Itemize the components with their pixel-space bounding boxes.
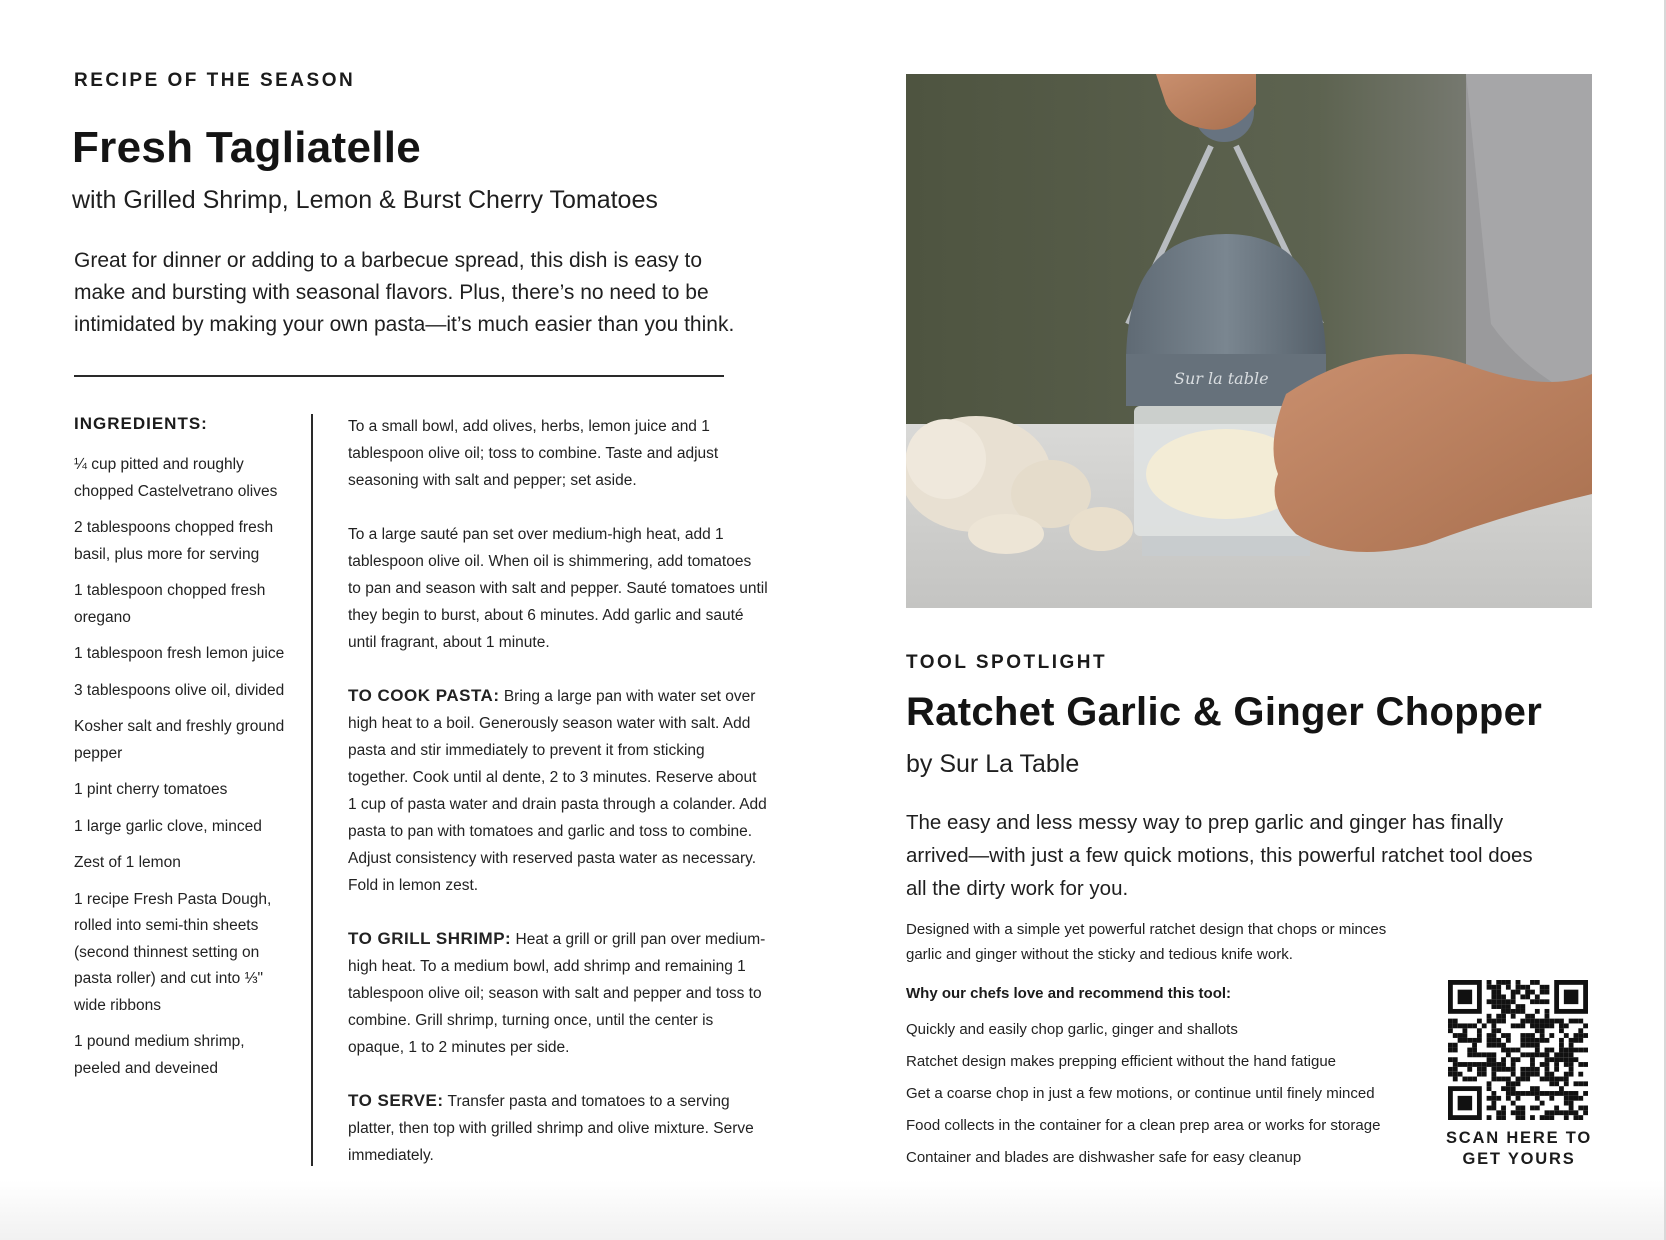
column-divider xyxy=(311,414,313,1166)
step-text: Heat a grill or grill pan over medium-high heat. To a medium bowl, add shrimp and remaining 1 tablespoon olive oil; season with salt and pepper and toss to combine. Grill shrimp, turning once, until the center is opaque, 1 to 2 minutes per side. xyxy=(348,931,766,1056)
feature-item: Container and blades are dishwasher safe for easy cleanup xyxy=(906,1149,1302,1166)
garlic-chopper-illustration xyxy=(906,74,1592,608)
ingredient-item: Kosher salt and freshly ground pepper xyxy=(74,718,285,762)
tool-title: Ratchet Garlic & Ginger Chopper xyxy=(906,690,1543,734)
ingredient-item: 1 tablespoon fresh lemon juice xyxy=(74,645,285,662)
ingredient-item: 2 tablespoons chopped fresh basil, plus more for serving xyxy=(74,519,274,563)
feature-item: Quickly and easily chop garlic, ginger and shallots xyxy=(906,1021,1238,1038)
step-label-serve: TO SERVE: xyxy=(348,1091,444,1110)
recipe-subtitle: with Grilled Shrimp, Lemon & Burst Cherry Tomatoes xyxy=(72,186,658,214)
step-text: Bring a large pan with water set over high heat to a boil. Generously season water with salt. Add pasta and stir immediately to prevent it from sticking together. Cook until al dente, 2 to 3 minutes. Reserve about 1 cup of pasta water and drain pasta through a colander. Add pasta to pan with tomatoes and garlic and toss to combine. Adjust consistency with reserved pasta water as necessary. Fold in lemon zest. xyxy=(348,688,767,894)
section-divider xyxy=(74,375,724,377)
step-paragraph xyxy=(348,682,768,899)
tool-subtitle: by Sur La Table xyxy=(906,750,1080,778)
ingredient-item: ¼ cup pitted and roughly chopped Castelvetrano olives xyxy=(74,456,278,500)
recipe-steps xyxy=(348,412,768,1195)
ingredient-item: 1 pound medium shrimp, peeled and deveined xyxy=(74,1033,245,1077)
tool-eyebrow: TOOL SPOTLIGHT xyxy=(906,652,1108,673)
ingredients-heading: INGREDIENTS: xyxy=(74,414,208,433)
tool-details: Designed with a simple yet powerful ratchet design that chops or minces garlic and ginger without the sticky and tedious knife work. xyxy=(906,921,1387,963)
why-heading: Why our chefs love and recommend this tool: xyxy=(906,985,1232,1002)
product-photo xyxy=(906,74,1592,608)
feature-item: Ratchet design makes prepping efficient without the hand fatigue xyxy=(906,1053,1337,1070)
ingredient-item: 1 tablespoon chopped fresh oregano xyxy=(74,582,266,626)
step-text: To a small bowl, add olives, herbs, lemon juice and 1 tablespoon olive oil; toss to combine. Taste and adjust seasoning with salt and pepper; set aside. xyxy=(348,418,719,489)
qr-code[interactable] xyxy=(1448,980,1588,1120)
recipe-title: Fresh Tagliatelle xyxy=(72,123,422,172)
ingredient-item: 3 tablespoons olive oil, divided xyxy=(74,681,285,699)
feature-item: Food collects in the container for a clean prep area or works for storage xyxy=(906,1117,1381,1134)
tool-description: The easy and less messy way to prep garlic and ginger has finally arrived—with just a few quick motions, this powerful ratchet tool does all the dirty work for you. xyxy=(906,811,1533,900)
ingredient-item: Zest of 1 lemon xyxy=(74,854,181,871)
feature-list xyxy=(906,1014,1426,1174)
ingredient-item: 1 pint cherry tomatoes xyxy=(74,781,228,798)
feature-item: Get a coarse chop in just a few motions, or continue until finely minced xyxy=(906,1085,1375,1102)
step-label-grill-shrimp: TO GRILL SHRIMP: xyxy=(348,929,512,948)
ingredients-list xyxy=(74,452,289,1092)
step-paragraph xyxy=(348,412,768,494)
step-label-cook-pasta: TO COOK PASTA: xyxy=(348,686,500,705)
step-text: Transfer pasta and tomatoes to a serving platter, then top with grilled shrimp and olive mixture. Serve immediately. xyxy=(348,1093,754,1164)
photo-brand-text: Sur la table xyxy=(1174,369,1269,388)
recipe-eyebrow: RECIPE OF THE SEASON xyxy=(74,70,356,91)
ingredient-item: 1 recipe Fresh Pasta Dough, rolled into semi-thin sheets (second thinnest setting on pasta roller) and cut into ⅓" wide ribbons xyxy=(74,890,272,1014)
step-paragraph xyxy=(348,520,768,656)
ingredient-item: 1 large garlic clove, minced xyxy=(74,817,262,835)
scan-label: SCAN HERE TO GET YOURS xyxy=(1446,1129,1592,1168)
step-paragraph xyxy=(348,1087,768,1169)
step-text: To a large sauté pan set over medium-high heat, add 1 tablespoon olive oil. When oil is shimmering, add tomatoes to pan and season with salt and pepper. Sauté tomatoes until they begin to burst, about 6 minutes. Add garlic and sauté until fragrant, about 1 minute. xyxy=(348,526,768,651)
step-paragraph xyxy=(348,925,768,1061)
recipe-intro: Great for dinner or adding to a barbecue spread, this dish is easy to make and bursting with seasonal flavors. Plus, there’s no need to be intimidated by making your own pasta—it’s much easier than you think. xyxy=(74,249,735,336)
page-bottom-shade xyxy=(0,1180,1666,1240)
